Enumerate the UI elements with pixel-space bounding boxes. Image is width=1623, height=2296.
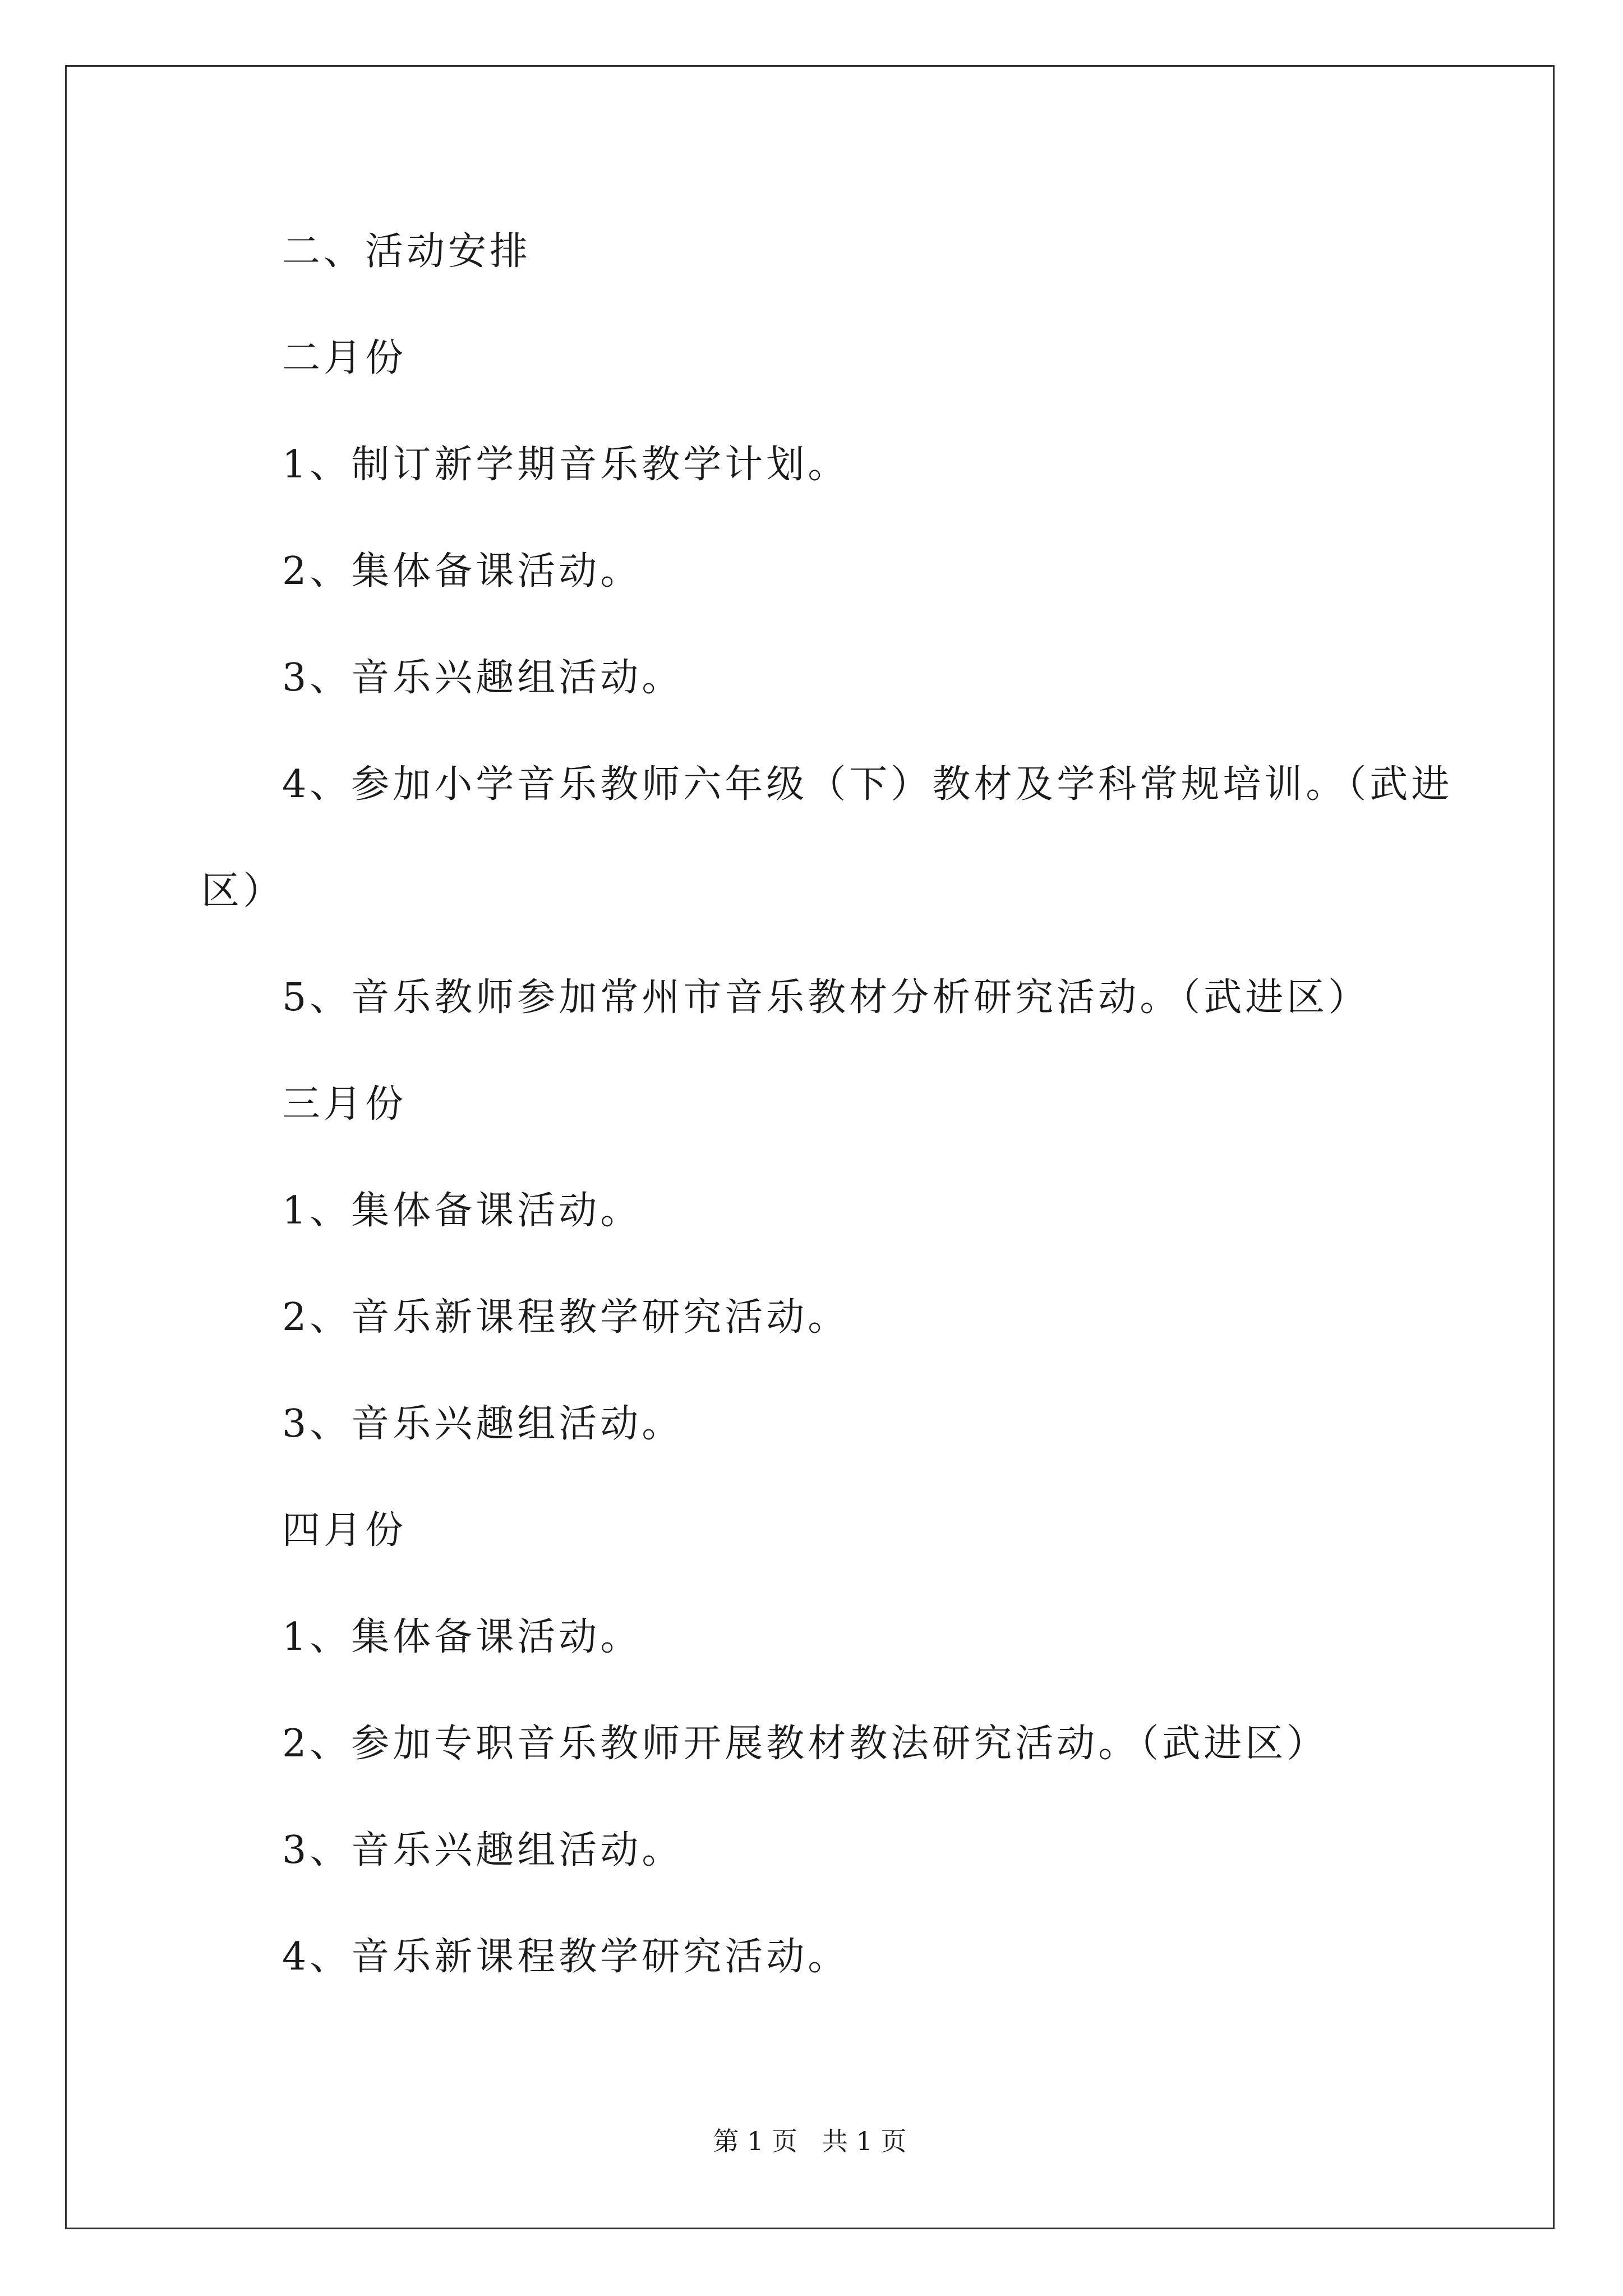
- month-heading-april: 四月份: [282, 1508, 407, 1553]
- list-item: 2、音乐新课程教学研究活动。: [282, 1295, 850, 1340]
- month-heading-february: 二月份: [282, 336, 407, 380]
- list-item: 2、参加专职音乐教师开展教材教法研究活动。（武进区）: [282, 1722, 1329, 1766]
- list-item: 1、集体备课活动。: [282, 1189, 642, 1233]
- list-item: 5、音乐教师参加常州市音乐教材分析研究活动。（武进区）: [282, 976, 1370, 1020]
- list-item: 3、音乐兴趣组活动。: [282, 656, 684, 700]
- document-body: [67, 67, 1553, 2228]
- section-heading: 二、活动安排: [282, 229, 532, 274]
- page-frame: [65, 65, 1555, 2229]
- list-item: 3、音乐兴趣组活动。: [282, 1828, 684, 1872]
- month-heading-march: 三月份: [282, 1082, 407, 1126]
- list-item: 2、集体备课活动。: [282, 549, 642, 593]
- list-item: 3、音乐兴趣组活动。: [282, 1402, 684, 1446]
- list-item: 1、制订新学期音乐教学计划。: [282, 443, 850, 487]
- list-item: 4、音乐新课程教学研究活动。: [282, 1935, 850, 1979]
- list-item: 4、参加小学音乐教师六年级（下）教材及学科常规培训。（武进: [282, 762, 1453, 807]
- list-item-continuation: 区）: [201, 869, 285, 913]
- page-footer: 第 1 页 共 1 页: [713, 2126, 907, 2156]
- list-item: 1、集体备课活动。: [282, 1615, 642, 1659]
